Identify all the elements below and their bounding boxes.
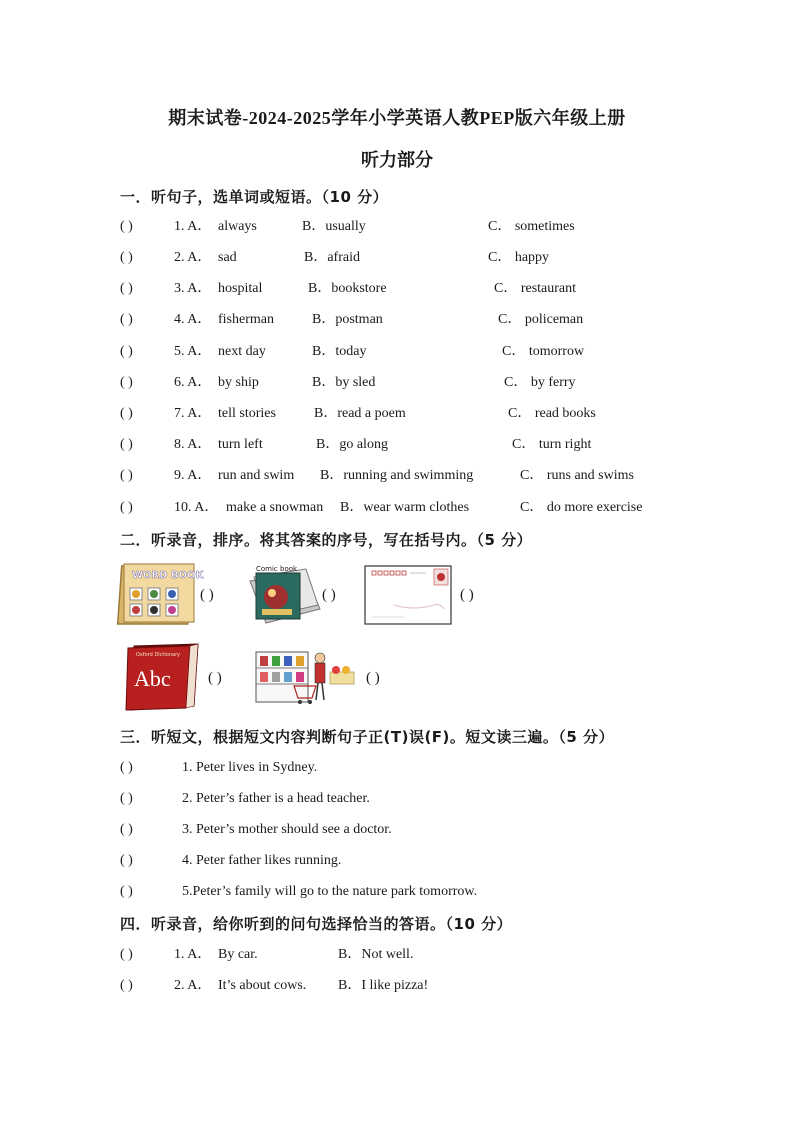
option-a: hospital [218, 281, 263, 296]
option-c: C． happy [488, 250, 550, 265]
option-c: C． policeman [498, 312, 584, 327]
question-number: 2. A． [174, 250, 212, 265]
option-b: B．today [312, 344, 367, 359]
answer-blank[interactable]: ( ) [120, 219, 133, 234]
answer-blank[interactable]: ( ) [120, 978, 133, 993]
option-c: C． sometimes [488, 219, 575, 234]
answer-blank[interactable]: ( ) [120, 250, 133, 265]
option-a: make a snowman [226, 500, 324, 515]
option-a: tell stories [218, 406, 276, 421]
question-number: 1. A． [174, 219, 212, 234]
option-b: B．postman [312, 312, 383, 327]
dictionary-picture [124, 642, 202, 717]
option-b: B．afraid [304, 250, 360, 265]
statement-text: 4. Peter father likes running. [182, 853, 342, 868]
section3-heading: 三．听短文，根据短文内容判断句子正(T)误(F)。短文读三遍。（5 分） [120, 728, 615, 746]
word-book-title: WORD BOOK [132, 570, 204, 581]
option-a: run and swim [218, 468, 295, 483]
statement-text: 5.Peter’s family will go to the nature park tomorrow. [182, 884, 478, 899]
answer-blank[interactable]: ( ) [120, 822, 133, 837]
option-b: B．read a poem [314, 406, 406, 421]
comic-book-picture [248, 565, 322, 634]
question-number: 7. A． [174, 406, 212, 421]
answer-blank[interactable]: ( ) [120, 791, 133, 806]
question-number: 10. A． [174, 500, 219, 515]
section4-heading: 四．听录音，给你听到的问句选择恰当的答语。（10 分） [120, 915, 513, 933]
question-number: 6. A． [174, 375, 212, 390]
answer-blank[interactable]: ( ) [120, 406, 133, 421]
answer-blank[interactable]: ( ) [120, 500, 133, 515]
option-a: By car. [218, 947, 258, 962]
option-c: C． read books [508, 406, 596, 421]
question-number: 9. A． [174, 468, 212, 483]
answer-blank[interactable]: ( ) [366, 670, 380, 686]
option-a: sad [218, 250, 237, 265]
question-number: 5. A． [174, 344, 212, 359]
answer-blank[interactable]: ( ) [120, 312, 133, 327]
option-b: B．I like pizza! [338, 978, 429, 993]
answer-blank[interactable]: ( ) [120, 853, 133, 868]
comic-book-title: Comic book [256, 565, 298, 573]
option-b: B．wear warm clothes [340, 500, 470, 515]
dictionary-title: Abc [134, 666, 171, 691]
supermarket-picture [254, 648, 358, 713]
option-c: C． do more exercise [520, 500, 643, 515]
option-c: C． tomorrow [502, 344, 585, 359]
section2-heading: 二．听录音，排序。将其答案的序号，写在括号内。（5 分） [120, 531, 533, 549]
option-c: C． runs and swims [520, 468, 634, 483]
statement-text: 3. Peter’s mother should see a doctor. [182, 822, 392, 837]
word-book-picture [120, 562, 204, 633]
answer-blank[interactable]: ( ) [120, 281, 133, 296]
answer-blank[interactable]: ( ) [120, 760, 133, 775]
statement-text: 2. Peter’s father is a head teacher. [182, 791, 370, 806]
option-b: B．by sled [312, 375, 376, 390]
option-b: B．running and swimming [320, 468, 474, 483]
answer-blank[interactable]: ( ) [322, 587, 336, 603]
option-a: always [218, 219, 257, 234]
page-title: 期末试卷-2024-2025学年小学英语人教PEP版六年级上册 [168, 108, 626, 128]
option-b: B．Not well. [338, 947, 414, 962]
option-a: It’s about cows. [218, 978, 307, 993]
answer-blank[interactable]: ( ) [120, 344, 133, 359]
postcard-picture [364, 565, 452, 630]
answer-blank[interactable]: ( ) [120, 884, 133, 899]
answer-blank[interactable]: ( ) [208, 670, 222, 686]
option-a: by ship [218, 375, 259, 390]
option-a: fisherman [218, 312, 274, 327]
statement-text: 1. Peter lives in Sydney. [182, 760, 318, 775]
question-number: 4. A． [174, 312, 212, 327]
option-b: B．bookstore [308, 281, 387, 296]
option-b: B．usually [302, 219, 366, 234]
page-subtitle: 听力部分 [361, 150, 433, 170]
question-number: 1. A． [174, 947, 212, 962]
option-c: C． by ferry [504, 375, 576, 390]
section1-heading: 一．听句子，选单词或短语。（10 分） [120, 188, 389, 206]
answer-blank[interactable]: ( ) [120, 947, 133, 962]
option-a: turn left [218, 437, 263, 452]
option-c: C． turn right [512, 437, 592, 452]
option-c: C． restaurant [494, 281, 577, 296]
option-a: next day [218, 344, 266, 359]
answer-blank[interactable]: ( ) [120, 468, 133, 483]
answer-blank[interactable]: ( ) [120, 375, 133, 390]
option-b: B．go along [316, 437, 388, 452]
question-number: 8. A． [174, 437, 212, 452]
dictionary-subtitle: Oxford Dictionary [136, 652, 181, 658]
question-number: 3. A． [174, 281, 212, 296]
question-number: 2. A． [174, 978, 212, 993]
answer-blank[interactable]: ( ) [460, 587, 474, 603]
answer-blank[interactable]: ( ) [200, 587, 214, 603]
answer-blank[interactable]: ( ) [120, 437, 133, 452]
